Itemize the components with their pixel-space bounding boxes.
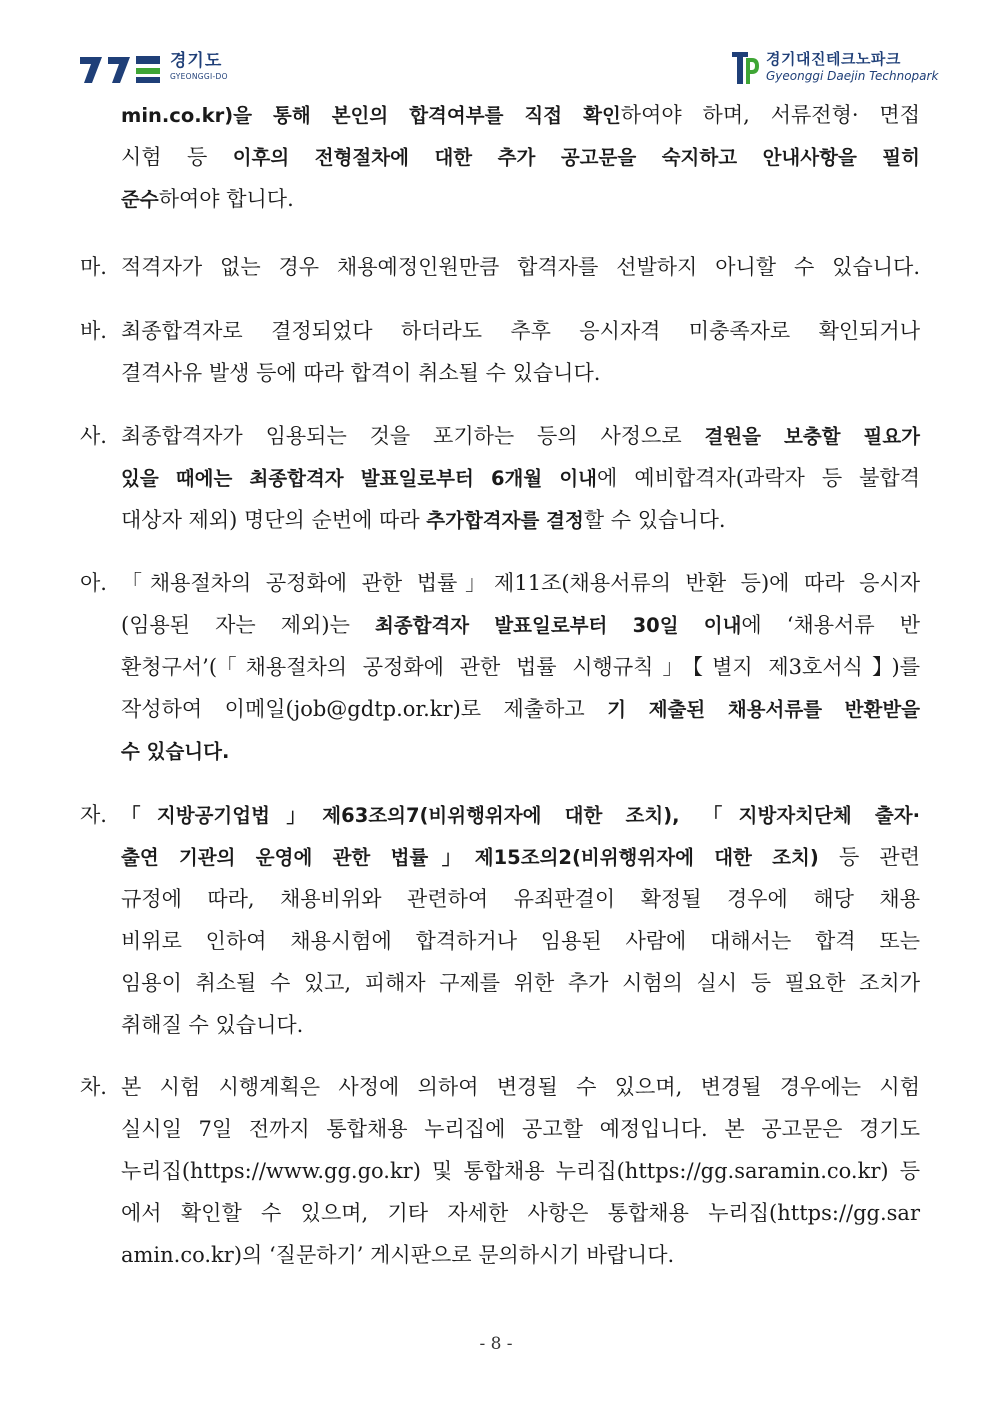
paragraph-line [121,694,920,725]
technopark-logo [730,48,938,86]
body-text: 에 예비합격자(과락자 등 불합격 [597,466,921,490]
body-text: 결격사유 발생 등에 따라 합격이 취소될 수 있습니다. [121,361,601,385]
bold-text: 준수 [121,188,159,211]
paragraph-line [121,463,920,494]
page-number: - 8 - [479,1334,513,1354]
bold-text: 추가합격자를 결정 [426,509,584,532]
body-text: 시험 등 [121,145,233,169]
item-label: 바. [80,319,107,343]
body-text: 임용이 취소될 수 있고, 피해자 구제를 위한 추가 시험의 실시 등 필요한 조치가 [121,971,920,995]
paragraph-line [121,1156,920,1186]
item-label: 자. [80,803,107,827]
paragraph-line [121,100,920,131]
gyeonggi-logo-name: 경기도 [170,51,223,72]
item-label: 아. [80,571,107,595]
bold-text: 결원을 보충할 필요가 [704,425,920,448]
bold-text: 「지방공기업법」제63조의7(비위행위자에 대한 조치), 「지방자치단체 출자· [121,804,920,827]
body-text: 환청구서’(「채용절차의 공정화에 관한 법률 시행규칙」【별지 제3호서식】)를 [121,655,920,679]
technopark-emblem-icon [730,48,760,86]
paragraph-line [121,968,920,998]
body-text: 규정에 따라, 채용비위와 관련하여 유죄판결이 확정될 경우에 해당 채용 [121,887,920,911]
bold-text: min.co.kr)을 통해 본인의 합격여부를 직접 확인 [121,104,621,127]
paragraph-line [121,1240,674,1270]
body-text: 작성하여 이메일(job@gdtp.or.kr)로 제출하고 [121,697,608,721]
technopark-logo-name: 경기대진테크노파크 [766,49,901,68]
paragraph-line [121,184,294,215]
body-text: amin.co.kr)의 ‘질문하기’ 게시판으로 문의하시기 바랍니다. [121,1243,675,1267]
paragraph-line [121,358,600,388]
body-text: 비위로 인하여 채용시험에 합격하거나 임용된 사람에 대해서는 합격 또는 [121,929,920,953]
bold-text: 최종합격자 발표일로부터 30일 이내 [374,614,742,637]
gyeonggi-emblem-icon [78,50,162,84]
paragraph-line [121,316,920,346]
item-label: 사. [80,424,107,448]
paragraph-line [121,1114,920,1144]
paragraph-line [121,884,920,914]
paragraph-line [121,142,920,173]
bold-text: 출연 기관의 운영에 관한 법률」제15조의2(비위행위자에 대한 조치) [121,846,819,869]
body-text: 「채용절차의 공정화에 관한 법률」제11조(채용서류의 반환 등)에 따라 응시자 [121,571,920,595]
paragraph-line [121,926,920,956]
gyeonggi-logo [78,50,228,84]
body-text: 취해질 수 있습니다. [121,1013,304,1037]
paragraph-line [121,652,920,682]
paragraph-line [121,842,920,873]
paragraph-line [121,1072,920,1102]
paragraph-line [121,1198,920,1228]
bold-text: 이후의 전형절차에 대한 추가 공고문을 숙지하고 안내사항을 필히 [232,146,920,169]
body-text: 대상자 제외) 명단의 순번에 따라 [121,508,427,532]
body-text: 등 관련 [818,845,920,869]
gyeonggi-logo-sub: GYEONGGI-DO [170,72,228,82]
item-label: 차. [80,1075,107,1099]
bold-text: 있을 때에는 최종합격자 발표일로부터 6개월 이내 [121,467,598,490]
body-text: 하여야 하며, 서류전형· 면접 [620,103,920,127]
technopark-logo-sub: Gyeonggi Daejin Technopark [766,68,939,83]
page-header [0,0,992,100]
body-text: 최종합격자로 결정되었다 하더라도 추후 응시자격 미충족자로 확인되거나 [121,319,920,343]
body-text: 누리집(https://www.gg.go.kr) 및 통합채용 누리집(https://gg.saramin.co.kr) 등 [121,1159,920,1183]
body-text: 적격자가 없는 경우 채용예정인원만큼 합격자를 선발하지 아니할 수 있습니다. [121,255,920,279]
paragraph-line [121,610,920,641]
body-text: 할 수 있습니다. [583,508,726,532]
paragraph-line [121,1010,303,1040]
bold-text: 수 있습니다. [121,740,230,763]
body-text: (임용된 자는 제외)는 [121,613,375,637]
body-text: 실시일 7일 전까지 통합채용 누리집에 공고할 예정입니다. 본 공고문은 경기도 [121,1117,920,1141]
item-label: 마. [80,255,107,279]
body-text: 본 시험 시행계획은 사정에 의하여 변경될 수 있으며, 변경될 경우에는 시험 [121,1075,920,1099]
paragraph-line [121,505,726,536]
body-text: 하여야 합니다. [158,187,294,211]
paragraph-line [121,568,920,598]
paragraph-line [121,736,229,767]
bold-text: 기 제출된 채용서류를 반환받을 [607,698,921,721]
paragraph-line [121,800,920,831]
paragraph-line [121,421,920,452]
body-text: 최종합격자가 임용되는 것을 포기하는 등의 사정으로 [121,424,705,448]
body-text: 에 ‘채용서류 반 [741,613,920,637]
body-text: 에서 확인할 수 있으며, 기타 자세한 사항은 통합채용 누리집(https://gg.sar [121,1201,920,1225]
paragraph-line [121,252,920,282]
